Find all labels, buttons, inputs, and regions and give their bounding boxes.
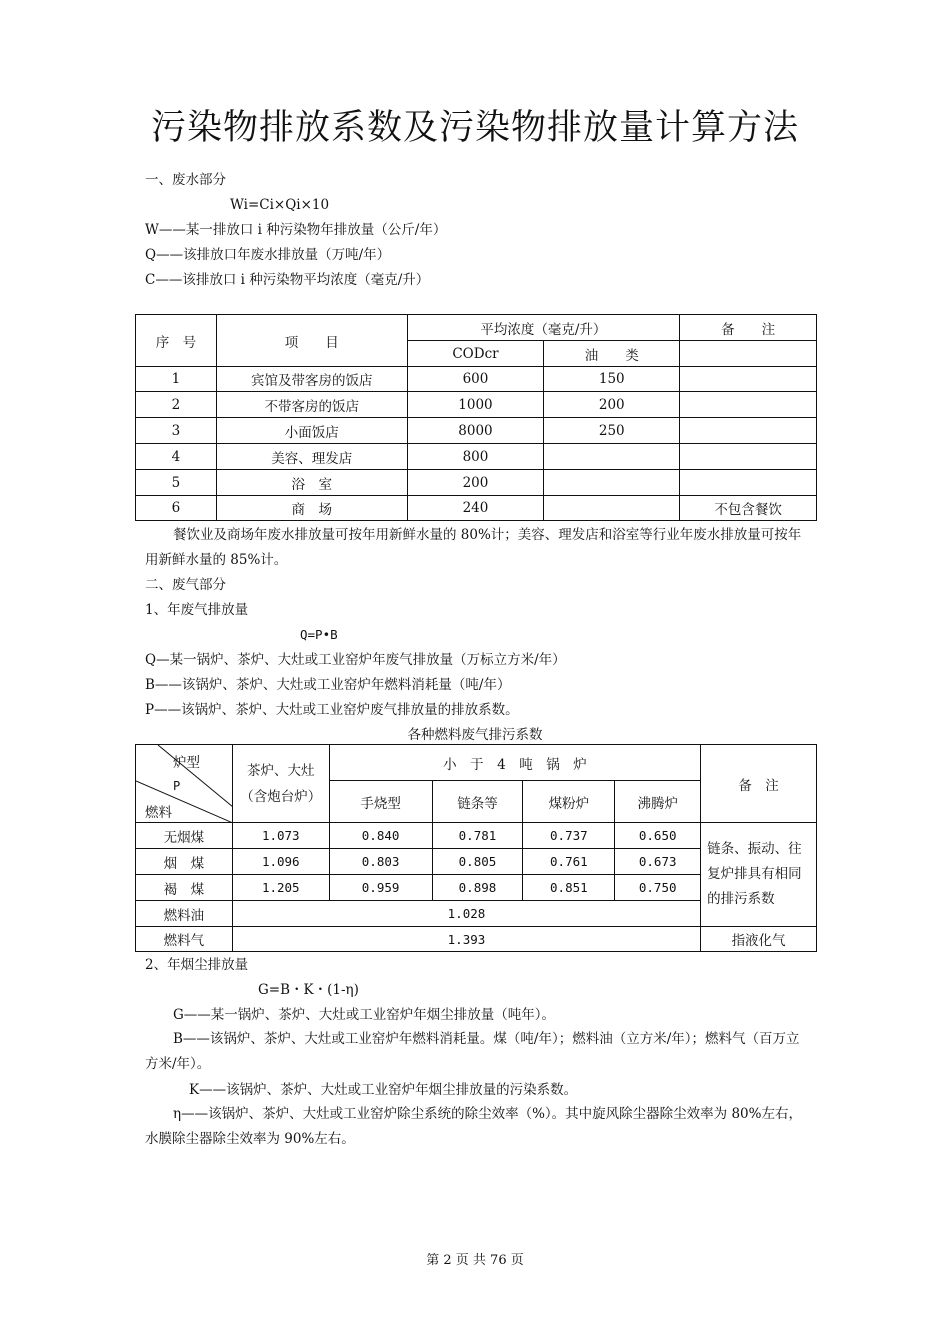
cell-cod: 240 xyxy=(407,496,544,521)
section2-heading: 二、废气部分 xyxy=(145,577,226,593)
cell-cod: 8000 xyxy=(407,418,544,444)
cell-fluid: 0.673 xyxy=(615,849,701,875)
cell-chain: 0.781 xyxy=(432,823,523,849)
cell-gas-value: 1.393 xyxy=(232,927,700,952)
page-footer: 第 2 页 共 76 页 xyxy=(426,1253,524,1268)
cell-no: 4 xyxy=(136,444,217,470)
cell-hand: 0.840 xyxy=(329,823,432,849)
diag-label-fuel: 燃料 xyxy=(145,805,172,821)
header-note-empty xyxy=(680,341,817,367)
diag-label-type: 炉型 xyxy=(173,755,200,771)
cell-fuel: 褐 煤 xyxy=(136,875,233,901)
cell-note xyxy=(680,418,817,444)
header-note: 备 注 xyxy=(680,315,817,341)
header-chain-grate: 链条等 xyxy=(432,781,523,823)
table-row xyxy=(136,418,817,444)
cell-item: 小面饭店 xyxy=(216,418,407,444)
header-tea-stove xyxy=(232,745,329,823)
cell-pulv: 0.737 xyxy=(523,823,615,849)
dust-formula: G=B・K・(1-η) xyxy=(258,982,359,998)
cell-oil-value: 1.028 xyxy=(232,901,700,927)
cell-oil xyxy=(544,444,680,470)
def-b3: B——该锅炉、茶炉、大灶或工业窑炉年燃料消耗量。煤（吨/年）；燃料油（立方米/年）；燃料气（百万立方米/年）。 xyxy=(145,1031,800,1072)
section1-heading: 一、废水部分 xyxy=(145,172,226,188)
header-cod: CODcr xyxy=(407,341,544,367)
def-k: K——该锅炉、茶炉、大灶或工业窑炉年烟尘排放量的污染系数。 xyxy=(189,1082,578,1098)
cell-hand: 0.803 xyxy=(329,849,432,875)
cell-no: 5 xyxy=(136,470,217,496)
cell-note xyxy=(680,367,817,392)
table-row xyxy=(136,367,817,392)
cell-fuel: 无烟煤 xyxy=(136,823,233,849)
cell-fluid: 0.650 xyxy=(615,823,701,849)
cell-chain: 0.805 xyxy=(432,849,523,875)
header-tea-line2: （含炮台炉） xyxy=(240,788,322,805)
header-fluidized: 沸腾炉 xyxy=(615,781,701,823)
section2-sub1: 1、年废气排放量 xyxy=(145,602,249,618)
def-q: Q——该排放口年废水排放量（万吨/年） xyxy=(145,247,391,263)
cell-hand: 0.959 xyxy=(329,875,432,901)
cell-item: 宾馆及带客房的饭店 xyxy=(216,367,407,392)
header-note2: 备 注 xyxy=(701,745,817,823)
cell-cod: 800 xyxy=(407,444,544,470)
cell-no: 6 xyxy=(136,496,217,521)
cell-item: 浴 室 xyxy=(216,470,407,496)
def-c: C——该排放口 i 种污染物平均浓度（毫克/升） xyxy=(145,272,430,288)
header-tea-line1: 茶炉、大灶 xyxy=(247,762,315,779)
table-row xyxy=(136,496,817,521)
header-item: 项 目 xyxy=(216,315,407,367)
cell-pulv: 0.851 xyxy=(523,875,615,901)
cell-note xyxy=(680,444,817,470)
exhaust-formula: Q=P•B xyxy=(300,627,338,642)
cell-tea: 1.073 xyxy=(232,823,329,849)
cell-no: 2 xyxy=(136,392,217,418)
wastewater-table xyxy=(135,314,817,521)
table-row xyxy=(136,470,817,496)
header-pulverized: 煤粉炉 xyxy=(523,781,615,823)
cell-item: 美容、理发店 xyxy=(216,444,407,470)
table-row xyxy=(136,927,817,952)
def-eta: η——该锅炉、茶炉、大灶或工业窑炉除尘系统的除尘效率（%）。其中旋风除尘器除尘效率为 80%左右，水膜除尘器除尘效率为 90%左右。 xyxy=(145,1106,802,1147)
header-concentration: 平均浓度（毫克/升） xyxy=(407,315,680,341)
page-title: 污染物排放系数及污染物排放量计算方法 xyxy=(150,108,799,148)
cell-gas-note: 指液化气 xyxy=(701,927,817,952)
cell-fuel: 烟 煤 xyxy=(136,849,233,875)
cell-oil: 150 xyxy=(544,367,680,392)
cell-oil: 250 xyxy=(544,418,680,444)
cell-cod: 1000 xyxy=(407,392,544,418)
cell-item: 商 场 xyxy=(216,496,407,521)
cell-no: 1 xyxy=(136,367,217,392)
exhaust-coefficient-table xyxy=(135,744,817,952)
def-q2: Q—某一锅炉、茶炉、大灶或工业窑炉年废气排放量（万标立方米/年） xyxy=(145,652,566,668)
cell-oil: 200 xyxy=(544,392,680,418)
cell-tea: 1.205 xyxy=(232,875,329,901)
table2-caption: 各种燃料废气排污系数 xyxy=(407,727,543,743)
cell-fuel-gas: 燃料气 xyxy=(136,927,233,952)
def-p2: P——该锅炉、茶炉、大灶或工业窑炉废气排放量的排放系数。 xyxy=(145,702,519,718)
def-w: W——某一排放口 i 种污染物年排放量（公斤/年） xyxy=(145,222,447,238)
table-row xyxy=(136,823,817,849)
cell-tea: 1.096 xyxy=(232,849,329,875)
cell-pulv: 0.761 xyxy=(523,849,615,875)
cell-oil xyxy=(544,470,680,496)
cell-oil xyxy=(544,496,680,521)
diagonal-header-cell xyxy=(136,745,233,823)
header-oil: 油 类 xyxy=(544,341,680,367)
header-hand-fired: 手烧型 xyxy=(329,781,432,823)
cell-note xyxy=(680,470,817,496)
diag-label-p: P xyxy=(173,779,181,793)
header-index: 序 号 xyxy=(136,315,217,367)
cell-fuel-oil: 燃料油 xyxy=(136,901,233,927)
table-row xyxy=(136,444,817,470)
cell-cod: 200 xyxy=(407,470,544,496)
cell-no: 3 xyxy=(136,418,217,444)
def-g: G——某一锅炉、茶炉、大灶或工业窑炉年烟尘排放量（吨年）。 xyxy=(173,1007,556,1023)
cell-note xyxy=(680,392,817,418)
cell-chain: 0.898 xyxy=(432,875,523,901)
cell-cod: 600 xyxy=(407,367,544,392)
section3-sub2: 2、年烟尘排放量 xyxy=(145,957,249,973)
table-row xyxy=(136,392,817,418)
cell-item: 不带客房的饭店 xyxy=(216,392,407,418)
cell-fluid: 0.750 xyxy=(615,875,701,901)
cell-note: 不包含餐饮 xyxy=(680,496,817,521)
wastewater-formula: Wi=Ci×Qi×10 xyxy=(230,197,330,213)
header-small-boiler: 小 于 4 吨 锅 炉 xyxy=(329,745,700,781)
wastewater-note: 餐饮业及商场年废水排放量可按年用新鲜水量的 80%计；美容、理发店和浴室等行业年废水排放量可按年用新鲜水量的 85%计。 xyxy=(145,527,802,568)
coal-note: 链条、振动、往复炉排具有相同的排污系数 xyxy=(701,823,817,927)
def-b2: B——该锅炉、茶炉、大灶或工业窑炉年燃料消耗量（吨/年） xyxy=(145,677,511,693)
